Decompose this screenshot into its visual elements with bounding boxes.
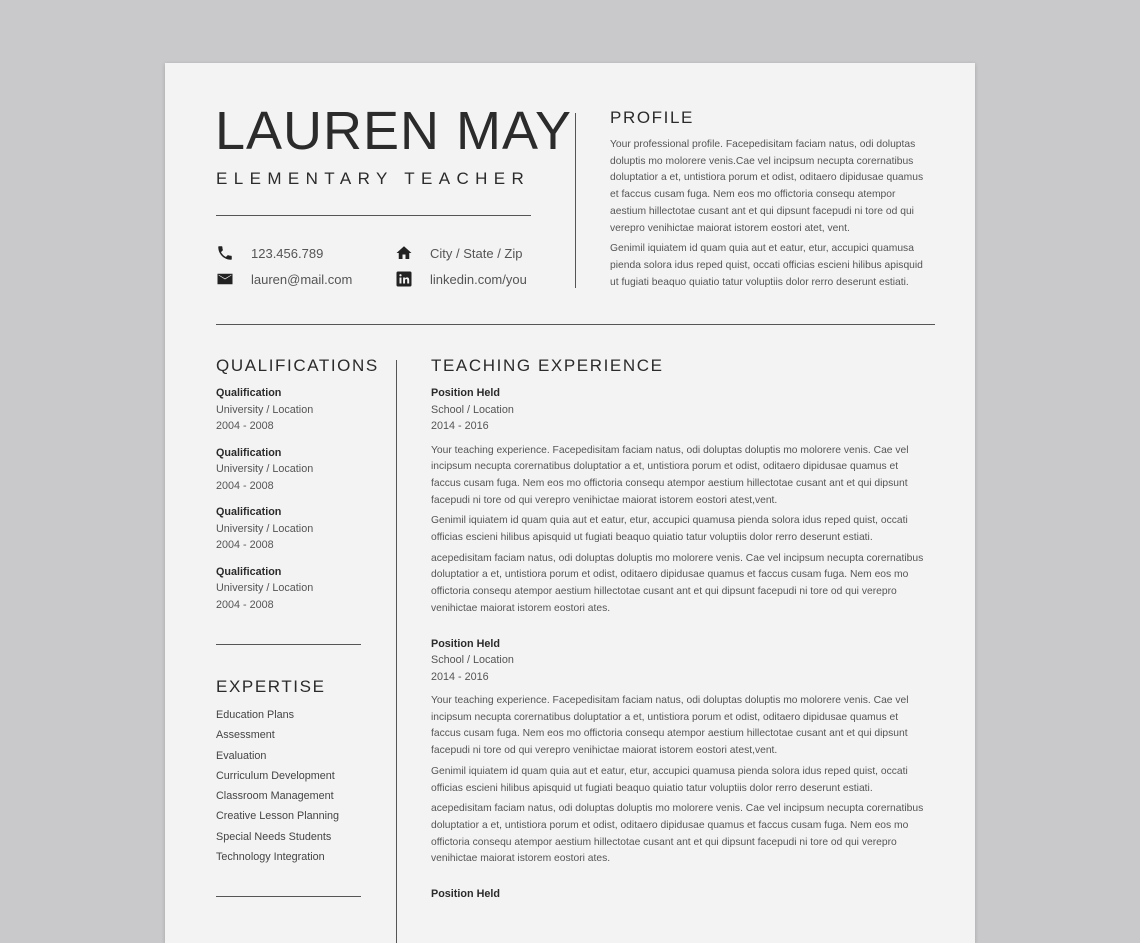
position-title: Position Held xyxy=(431,387,500,399)
phone-icon xyxy=(216,244,234,262)
header-vertical-divider xyxy=(575,113,576,288)
experience-list xyxy=(431,385,927,921)
position-years: 2014 - 2016 xyxy=(431,670,489,683)
expertise-divider xyxy=(216,896,361,897)
expertise-item: Special Needs Students xyxy=(216,830,332,843)
experience-paragraph: Genimil iquiatem id quam quia aut et eatur, etur, accupici quamusa pienda solora idus reped quist, occati officias escieni hilibus apisquid ut fugiati beaquo quiatio tatur voluptiis dolor rerro deserunt estiati. xyxy=(431,515,908,544)
qualification-place: University / Location xyxy=(216,582,314,594)
experience-paragraph: Your teaching experience. Facepedisitam faciam natus, odi doluptas doluptis mo molorere venis. Cae vel incipsum necupta corernatibus doluptatior a et, untistiora porum et odist, oditaero dipidusae quamus et faccus cusam fuga. Nem eos mo offictoria consequ atempor aestium hillectotae cusant ant et qui dipsunt facepudi ni tore od qui verepro venihictae maiorat istorem eostori atest,vent. xyxy=(431,444,909,506)
expertise-item: Classroom Management xyxy=(216,790,334,803)
profile-body xyxy=(610,137,932,295)
expertise-item: Education Plans xyxy=(216,709,295,721)
email-icon xyxy=(216,270,234,288)
contact-location xyxy=(395,244,522,262)
position-place: School / Location xyxy=(431,654,514,667)
expertise-heading: EXPERTISE xyxy=(216,677,326,696)
contact-linkedin xyxy=(395,270,527,288)
qualification-title: Qualification xyxy=(216,565,282,578)
expertise-item: Technology Integration xyxy=(216,851,325,864)
qualification-title: Qualification xyxy=(216,387,282,399)
profile-heading: PROFILE xyxy=(610,108,694,127)
experience-entry xyxy=(431,385,927,618)
qualifications-list xyxy=(216,385,386,623)
qualification-item xyxy=(216,504,386,554)
candidate-title: ELEMENTARY TEACHER xyxy=(216,169,531,188)
experience-paragraph: Genimil iquiatem id quam quia aut et eatur, etur, accupici quamusa pienda solora idus reped quist, occati officias escieni hilibus apisquid ut fugiati beaquo quiatio tatur voluptiis dolor rerro deserunt estiati. xyxy=(431,765,908,794)
linkedin-text: linkedin.com/you xyxy=(430,271,527,287)
location-text: City / State / Zip xyxy=(430,245,523,261)
header-divider xyxy=(216,215,531,216)
candidate-name: LAUREN MAY xyxy=(215,101,573,161)
experience-entry-header xyxy=(431,385,927,435)
experience-paragraph: Your teaching experience. Facepedisitam faciam natus, odi doluptas doluptis mo molorere venis. Cae vel incipsum necupta corernatibus doluptatior a et, untistiora porum et odist, oditaero dipidusae quamus et faccus cusam fuga. Nem eos mo offictoria consequ atempor aestium hillectotae cusant ant et qui dipsunt facepudi ni tore od qui verepro venihictae maiorat istorem eostori atest,vent. xyxy=(431,695,909,757)
qualification-years: 2004 - 2008 xyxy=(216,479,274,492)
linkedin-icon xyxy=(395,270,413,288)
experience-paragraph: acepedisitam faciam natus, odi doluptas doluptis mo molorere venis. Cae vel incipsum necupta corernatibus doluptatior a et, untistiora porum et odist, oditaero dipidusae quamus et faccus cusam fuga. Nem eos mo offictoria consequ atempor aestium hillectotae cusant ant et qui dipsunt facepudi ni tore od qui verepro venihictae maiorat istorem eostori ates. xyxy=(431,552,924,614)
qualification-place: University / Location xyxy=(216,463,314,475)
qualification-years: 2004 - 2008 xyxy=(216,539,274,551)
expertise-item: Curriculum Development xyxy=(216,769,335,782)
profile-paragraph: Genimil iquiatem id quam quia aut et eatur, etur, accupici quamusa pienda solora idus reped quist, occati officias escieni hilibus apisquid ut fugiati beaquo quiatio tatur voluptiis dolor rerro deserunt estiati. xyxy=(610,243,923,288)
position-place: School / Location xyxy=(431,403,514,416)
column-divider xyxy=(396,360,397,943)
phone-text: 123.456.789 xyxy=(251,245,324,261)
qualification-item xyxy=(216,445,386,495)
email-text: lauren@mail.com xyxy=(251,271,353,287)
expertise-list xyxy=(216,705,386,867)
qualification-title: Qualification xyxy=(216,446,282,459)
experience-paragraph: acepedisitam faciam natus, odi doluptas doluptis mo molorere venis. Cae vel incipsum necupta corernatibus doluptatior a et, untistiora porum et odist, oditaero dipidusae quamus et faccus cusam fuga. Nem eos mo offictoria consequ atempor aestium hillectotae cusant ant et qui dipsunt facepudi ni tore od qui verepro venihictae maiorat istorem eostori ates. xyxy=(431,803,924,865)
qualification-item xyxy=(216,564,386,614)
contact-phone xyxy=(216,244,323,262)
qualifications-divider xyxy=(216,644,361,645)
experience-heading: TEACHING EXPERIENCE xyxy=(431,356,664,375)
qualification-title: Qualification xyxy=(216,506,282,518)
qualifications-heading: QUALIFICATIONS xyxy=(216,356,379,375)
experience-entry xyxy=(431,636,927,869)
expertise-item: Assessment xyxy=(216,729,275,742)
resume-page xyxy=(165,63,975,943)
qualification-item xyxy=(216,385,386,435)
position-title: Position Held xyxy=(431,637,500,650)
section-divider xyxy=(216,324,935,325)
qualification-years: 2004 - 2008 xyxy=(216,420,274,432)
profile-paragraph: Your professional profile. Facepedisitam faciam natus, odi doluptas doluptis mo molorere venis.Cae vel incipsum necupta corernatibus doluptatior a et, untistiora porum et odist, oditaero dipidusae quamus et faccus cusam fuga. Nem eos mo offictoria consequ atempor aestium hillectotae cusant ant et qui dipsunt facepudi ni tore od qui verepro venihictae maiorat istorem eostori atet, vent. xyxy=(610,139,924,234)
qualification-place: University / Location xyxy=(216,403,314,416)
qualification-place: University / Location xyxy=(216,522,314,535)
expertise-item: Evaluation xyxy=(216,749,267,762)
experience-entry-header xyxy=(431,636,927,686)
experience-entry xyxy=(431,886,927,903)
contact-email xyxy=(216,270,352,288)
position-years: 2014 - 2016 xyxy=(431,420,489,432)
qualification-years: 2004 - 2008 xyxy=(216,598,274,611)
home-icon xyxy=(395,244,413,262)
position-title: Position Held xyxy=(431,888,500,901)
expertise-item: Creative Lesson Planning xyxy=(216,810,340,823)
